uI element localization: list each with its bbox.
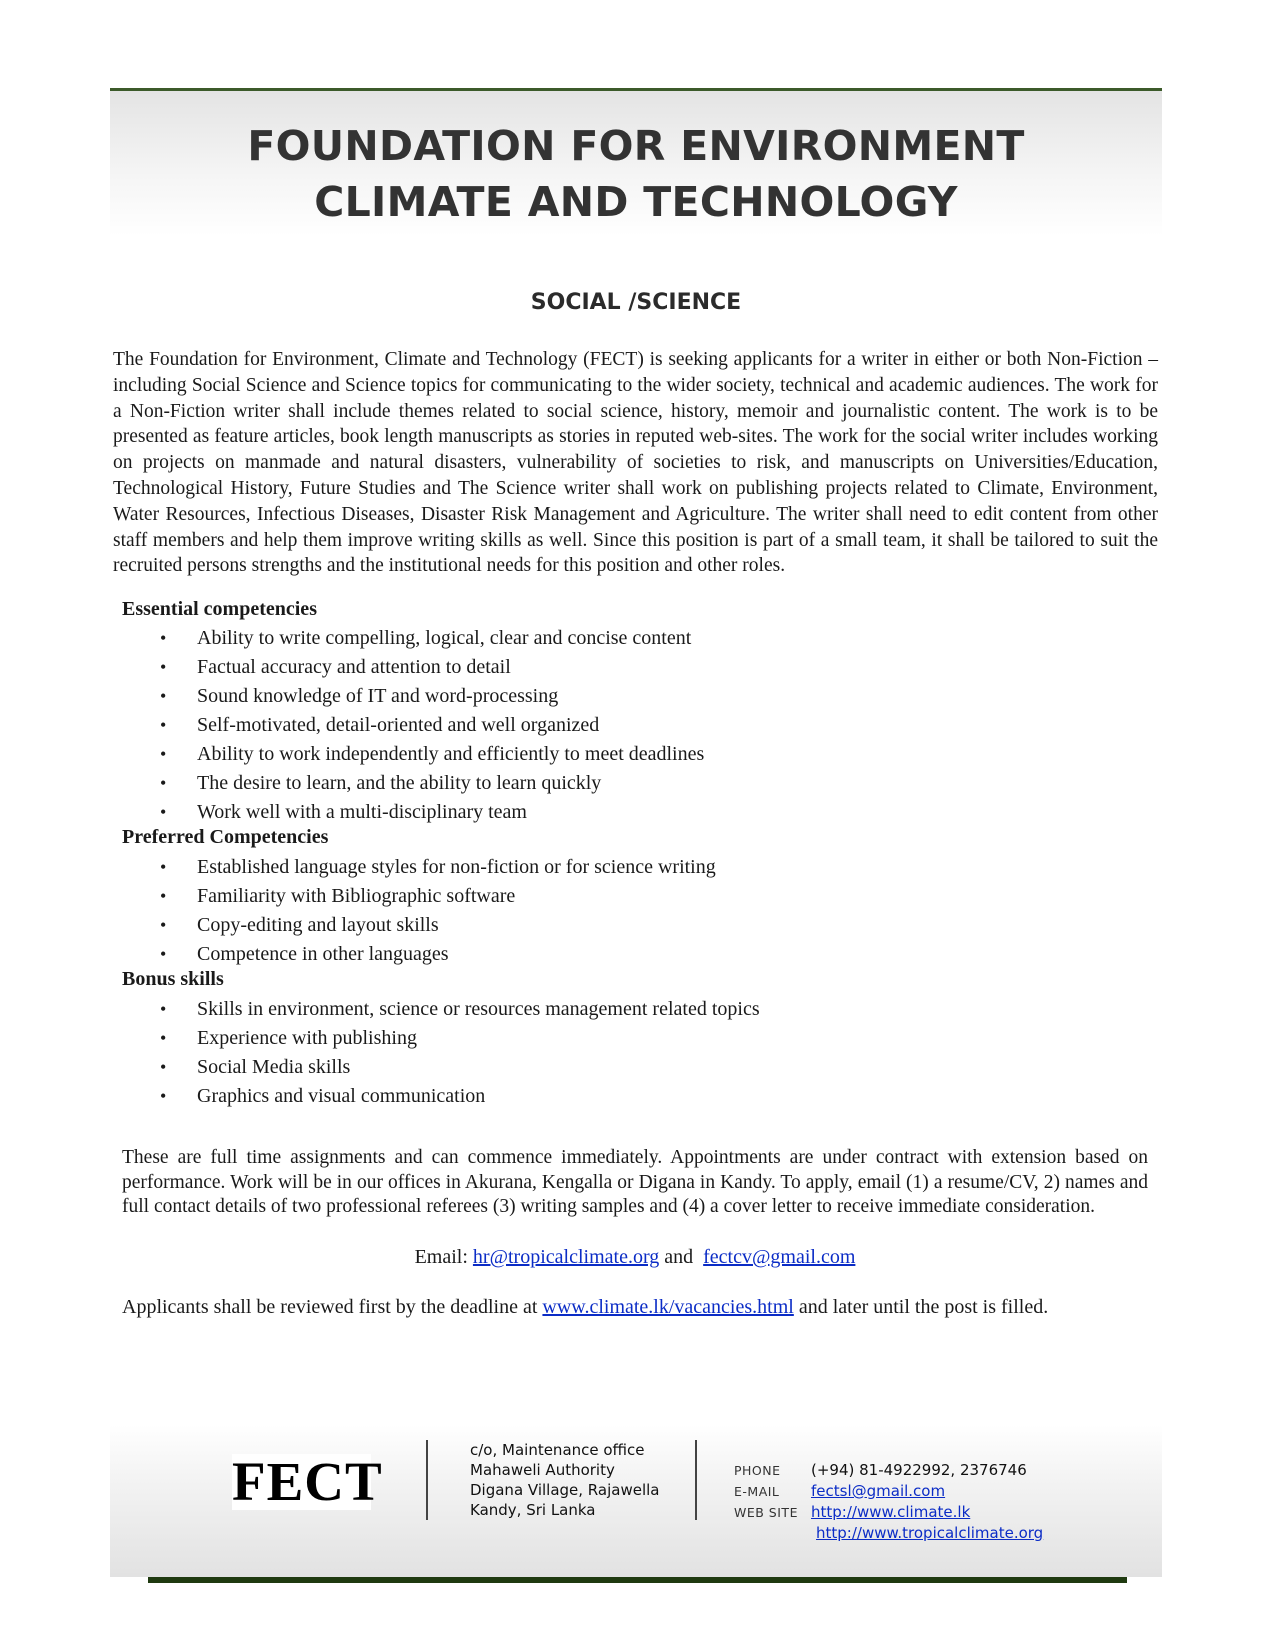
hr-email-link[interactable]: hr@tropicalclimate.org — [472, 1246, 660, 1268]
list-item: • Social Media skills — [122, 1053, 1022, 1082]
bullet-icon: • — [160, 686, 167, 706]
list-item: • Work well with a multi-disciplinary team — [122, 798, 1022, 827]
list-item: • Skills in environment, science or resources management related topics — [122, 995, 1022, 1024]
list-item: • Ability to write compelling, logical, clear and concise content — [122, 624, 1022, 653]
list-item: • Self-motivated, detail-oriented and well organized — [122, 711, 1022, 740]
footer-divider — [426, 1440, 428, 1520]
bullet-icon: • — [160, 1028, 167, 1048]
fectcv-email-link[interactable]: fectcv@gmail.com — [703, 1246, 856, 1268]
address-line: Mahaweli Authority — [470, 1461, 615, 1479]
fect-logo: FECT — [232, 1451, 383, 1512]
climate-website-link[interactable]: http://www.climate.lk — [811, 1503, 971, 1521]
bullet-icon: • — [160, 999, 167, 1019]
phone-row — [734, 1460, 1043, 1481]
bullet-icon: • — [160, 802, 167, 822]
list-item: • Competence in other languages — [122, 940, 1022, 969]
list-item: • Factual accuracy and attention to detail — [122, 653, 1022, 682]
address-line: c/o, Maintenance office — [470, 1441, 645, 1459]
list-item: • Ability to work independently and efficiently to meet deadlines — [122, 740, 1022, 769]
deadline-line — [122, 1296, 1162, 1319]
footer-rule — [148, 1577, 1127, 1583]
address-line: Kandy, Sri Lanka — [470, 1501, 596, 1519]
preferred-list — [122, 853, 1022, 969]
bullet-icon: • — [160, 1057, 167, 1077]
email-conjunction: and — [664, 1246, 694, 1268]
list-item: • Experience with publishing — [122, 1024, 1022, 1053]
phone-number: (+94) 81-4922992, 2376746 — [811, 1461, 1027, 1479]
bullet-icon: • — [160, 1086, 167, 1106]
bullet-icon: • — [160, 628, 167, 648]
bonus-list — [122, 995, 1022, 1111]
phone-label: PHONE — [734, 1463, 781, 1478]
bonus-heading: Bonus skills — [122, 968, 224, 990]
bullet-icon: • — [160, 886, 167, 906]
list-item: • Familiarity with Bibliographic software — [122, 882, 1022, 911]
bullet-icon: • — [160, 944, 167, 964]
address-line: Digana Village, Rajawella — [470, 1481, 660, 1499]
footer-contact — [734, 1460, 1043, 1543]
website-row-2 — [734, 1523, 1043, 1543]
deadline-text-after: and later until the post is filled. — [798, 1296, 1049, 1318]
deadline-text-before: Applicants shall be reviewed first by the deadline at — [122, 1296, 538, 1318]
email-label: Email: — [414, 1246, 468, 1268]
email-line — [122, 1246, 1148, 1269]
email-row-label: E-MAIL — [734, 1484, 780, 1499]
footer-divider — [695, 1440, 697, 1520]
section-title: SOCIAL /SCIENCE — [530, 290, 742, 315]
list-item: • Established language styles for non-fiction or for science writing — [122, 853, 1022, 882]
bullet-icon: • — [160, 915, 167, 935]
org-title-line-1: FOUNDATION FOR ENVIRONMENT — [247, 122, 1025, 170]
essential-heading: Essential competencies — [122, 598, 317, 620]
fectsl-email-link[interactable]: fectsl@gmail.com — [811, 1482, 946, 1500]
closing-paragraph: These are full time assignments and can commence immediately. Appointments are under contract with extension based on performance. Work will be in our offices in Akurana, Kengalla or Digana in Kandy. To apply, email (1) a resume/CV, 2) names and full contact details of two professional referees (3) writing samples and (4) a cover letter to receive immediate consideration. — [122, 1147, 1148, 1217]
website-label: WEB SITE — [734, 1505, 798, 1520]
bullet-icon: • — [160, 773, 167, 793]
vacancies-link[interactable]: www.climate.lk/vacancies.html — [542, 1296, 794, 1318]
bullet-icon: • — [160, 715, 167, 735]
list-item: • Graphics and visual communication — [122, 1082, 1022, 1111]
bullet-icon: • — [160, 657, 167, 677]
list-item: • The desire to learn, and the ability to learn quickly — [122, 769, 1022, 798]
list-item: • Copy-editing and layout skills — [122, 911, 1022, 940]
bullet-icon: • — [160, 744, 167, 764]
website-row — [734, 1502, 1043, 1523]
intro-paragraph: The Foundation for Environment, Climate and Technology (FECT) is seeking applicants for a writer in either or both Non-Fiction – including Social Science and Science topics for communicating to the wider society, technical and academic audiences. The work for a Non-Fiction writer shall include themes related to social science, history, memoir and journalistic content. The work is to be presented as feature articles, book length manuscripts as stories in reputed web-sites. The work for the social writer includes working on projects on manmade and natural disasters, vulnerability of societies to risk, and manuscripts on Universities/Education, Technological History, Future Studies and The Science writer shall work on publishing projects related to Climate, Environment, Water Resources, Infectious Diseases, Disaster Risk Management and Agriculture. The writer shall need to edit content from other staff members and help them improve writing skills as well. Since this position is part of a small team, it shall be tailored to suit the recruited persons strengths and the institutional needs for this position and other roles. — [113, 349, 1158, 577]
org-title-line-2: CLIMATE AND TECHNOLOGY — [314, 178, 958, 226]
list-item: • Sound knowledge of IT and word-processing — [122, 682, 1022, 711]
essential-list — [122, 624, 1022, 827]
organization-title — [110, 118, 1162, 230]
tropicalclimate-website-link[interactable]: http://www.tropicalclimate.org — [816, 1524, 1044, 1542]
email-row — [734, 1481, 1043, 1502]
preferred-heading: Preferred Competencies — [122, 826, 329, 848]
footer-address — [470, 1440, 659, 1520]
bullet-icon: • — [160, 857, 167, 877]
